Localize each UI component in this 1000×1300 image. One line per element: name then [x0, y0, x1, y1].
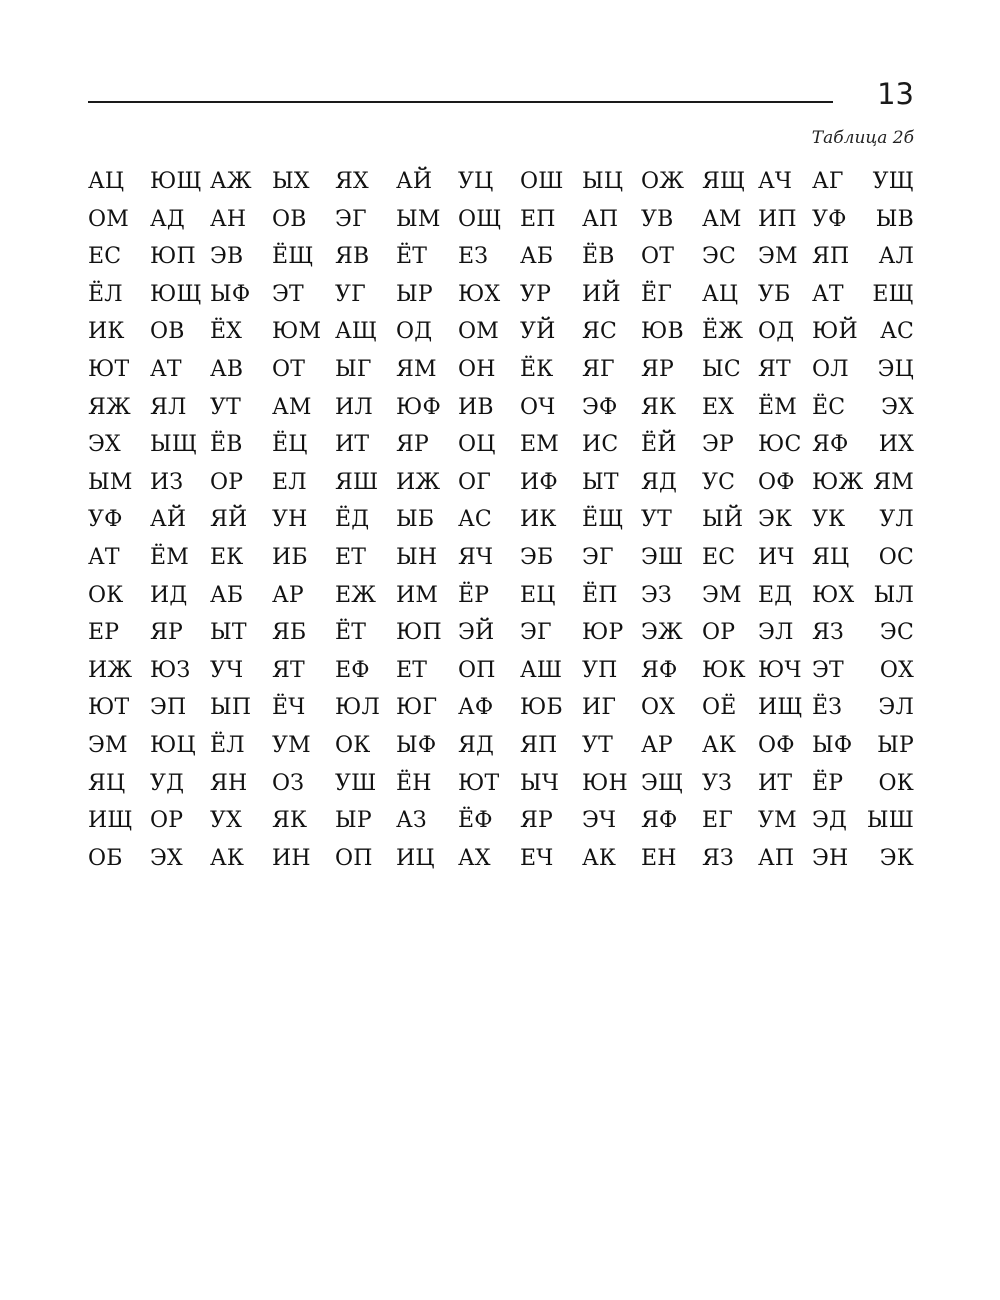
grid-cell: ЯТ	[272, 657, 305, 683]
grid-cell: ОП	[335, 845, 373, 871]
grid-cell: ОЁ	[702, 695, 737, 721]
grid-cell: ЫЩ	[150, 432, 198, 458]
grid-cell: АШ	[520, 657, 563, 683]
grid-cell: ЯФ	[641, 808, 678, 834]
grid-cell: ЕС	[88, 244, 122, 270]
grid-cell: ЭП	[150, 695, 187, 721]
grid-cell: ЯР	[150, 620, 183, 646]
grid-cell: ЯК	[641, 394, 677, 420]
grid-cell: ЕМ	[520, 432, 559, 458]
grid-cell: ЭТ	[272, 281, 304, 307]
grid-cell: ЁД	[335, 507, 370, 533]
grid-cell: ЫР	[396, 281, 433, 307]
grid-cell: ЫМ	[88, 469, 133, 495]
grid-cell: УР	[520, 281, 552, 307]
grid-cell: АЗ	[396, 808, 427, 834]
grid-cell: УФ	[88, 507, 123, 533]
grid-cell: ЯР	[641, 357, 674, 382]
grid-cell: УЩ	[872, 169, 914, 194]
grid-cell: ЯХ	[335, 169, 369, 194]
grid-cell: ЁЧ	[272, 695, 306, 721]
grid-cell: АТ	[812, 281, 844, 307]
grid-cell: ЫР	[877, 733, 914, 758]
grid-cell: ЭЧ	[582, 808, 617, 834]
page-number: 13	[877, 77, 914, 111]
grid-cell: ЁС	[812, 394, 846, 420]
grid-cell: АБ	[210, 582, 244, 608]
grid-cell: ЫМ	[396, 206, 441, 232]
grid-cell: ЭК	[758, 507, 793, 533]
grid-cell: УК	[812, 507, 846, 533]
grid-cell: ЫВ	[875, 206, 914, 232]
grid-cell: ОФ	[758, 469, 795, 495]
grid-cell: ЁЖ	[702, 319, 744, 345]
grid-cell: ЭМ	[758, 244, 798, 270]
grid-cell: ЭМ	[88, 733, 128, 758]
grid-cell: ЮВ	[641, 319, 684, 345]
grid-cell: ЁМ	[150, 545, 189, 570]
grid-cell: ЯЩ	[702, 169, 746, 194]
grid-cell: ЕН	[641, 845, 677, 871]
grid-cell: ИЗ	[150, 469, 184, 495]
grid-cell: ЫЦ	[582, 169, 624, 194]
grid-cell: ЫФ	[396, 733, 437, 758]
grid-cell: ЕП	[520, 206, 556, 232]
grid-cell: ЫС	[702, 357, 741, 382]
grid-cell: ЕЧ	[520, 845, 554, 871]
grid-cell: ЯП	[520, 733, 558, 758]
grid-cell: ЭХ	[150, 845, 183, 871]
grid-cell: ЁФ	[458, 808, 493, 834]
grid-cell: ЁП	[582, 582, 618, 608]
grid-cell: ЮТ	[88, 357, 130, 382]
grid-cell: ОТ	[272, 357, 306, 382]
grid-cell: АВ	[210, 357, 244, 382]
grid-cell: ЮЧ	[758, 657, 802, 683]
grid-cell: АК	[210, 845, 245, 871]
grid-cell: ЕЩ	[872, 281, 914, 307]
grid-cell: ИТ	[758, 770, 793, 796]
grid-cell: ЭШ	[641, 545, 684, 570]
grid-cell: ЁМ	[758, 394, 797, 420]
grid-cell: ЮЩ	[150, 169, 202, 194]
grid-cell: ИГ	[582, 695, 617, 721]
grid-cell: УЙ	[520, 319, 556, 345]
grid-cell: ИК	[520, 507, 557, 533]
grid-cell: ЭГ	[335, 206, 367, 232]
grid-cell: УП	[582, 657, 618, 683]
grid-cell: ЯЦ	[812, 545, 850, 570]
grid-cell: ЁГ	[641, 281, 673, 307]
grid-cell: ЕХ	[702, 394, 735, 420]
grid-cell: ЯЧ	[458, 545, 494, 570]
grid-cell: ЯМ	[873, 469, 914, 495]
grid-cell: ИЧ	[758, 545, 795, 570]
grid-cell: ЯГ	[582, 357, 615, 382]
grid-cell: АЖ	[210, 169, 252, 194]
grid-cell: ИМ	[396, 582, 439, 608]
grid-cell: ИБ	[272, 545, 308, 570]
grid-cell: ИС	[582, 432, 619, 458]
grid-cell: ИЩ	[88, 808, 133, 834]
grid-cell: ИЙ	[582, 281, 621, 307]
grid-cell: ЕР	[88, 620, 120, 646]
grid-cell: ЭЖ	[641, 620, 683, 646]
grid-cell: УФ	[812, 206, 847, 232]
grid-cell: УГ	[335, 281, 366, 307]
grid-cell: ЁЦ	[272, 432, 308, 458]
grid-cell: ЁХ	[210, 319, 243, 345]
grid-cell: ЭТ	[812, 657, 844, 683]
grid-cell: УВ	[641, 206, 674, 232]
grid-cell: ЮТ	[458, 770, 500, 796]
grid-cell: ЕЛ	[272, 469, 307, 495]
grid-cell: АД	[150, 206, 185, 232]
grid-cell: УТ	[582, 733, 613, 758]
grid-cell: ЫФ	[210, 281, 251, 307]
grid-cell: АМ	[272, 394, 312, 420]
grid-cell: ЕЦ	[520, 582, 556, 608]
grid-cell: ЕГ	[702, 808, 734, 834]
grid-cell: АМ	[702, 206, 742, 232]
grid-cell: АП	[582, 206, 619, 232]
grid-cell: ЮЖ	[812, 469, 864, 495]
grid-cell: АЙ	[396, 169, 433, 194]
grid-cell: УБ	[758, 281, 791, 307]
grid-cell: ЭЛ	[758, 620, 794, 646]
grid-cell: ЫБ	[396, 507, 435, 533]
grid-cell: ЯС	[582, 319, 618, 345]
grid-cell: ЯП	[812, 244, 850, 270]
grid-cell: ИД	[150, 582, 188, 608]
grid-cell: ОН	[458, 357, 496, 382]
grid-cell: АК	[582, 845, 617, 871]
grid-cell: ЭЗ	[641, 582, 672, 608]
grid-cell: ЕД	[758, 582, 793, 608]
grid-cell: ЭВ	[210, 244, 244, 270]
grid-cell: ЯБ	[272, 620, 307, 646]
grid-cell: УС	[702, 469, 736, 495]
grid-cell: ЯЖ	[88, 394, 131, 420]
grid-cell: ЯЙ	[210, 507, 248, 533]
grid-cell: ЯЦ	[88, 770, 126, 796]
grid-cell: ЁЩ	[582, 507, 624, 533]
grid-cell: УД	[150, 770, 185, 796]
grid-cell: ЮС	[758, 432, 802, 458]
grid-cell: АС	[880, 319, 914, 345]
grid-cell: ЮЗ	[150, 657, 191, 683]
grid-cell: АК	[702, 733, 737, 758]
grid-cell: ИФ	[520, 469, 558, 495]
grid-cell: ЫН	[396, 545, 438, 570]
grid-cell: ОМ	[88, 206, 129, 232]
grid-cell: ЭФ	[582, 394, 618, 420]
grid-cell: ЕТ	[396, 657, 428, 683]
grid-cell: УЛ	[879, 507, 914, 533]
grid-cell: ОД	[758, 319, 795, 345]
grid-cell: АЦ	[88, 169, 125, 194]
grid-cell: ЮТ	[88, 695, 130, 721]
grid-cell: ЭК	[879, 845, 914, 871]
grid-cell: ЁЩ	[272, 244, 314, 270]
grid-cell: ЁТ	[335, 620, 367, 646]
grid-cell: ИЩ	[758, 695, 803, 721]
grid-cell: ЮГ	[396, 695, 438, 721]
grid-cell: ОР	[702, 620, 736, 646]
grid-cell: УЦ	[458, 169, 494, 194]
grid-cell: АБ	[520, 244, 554, 270]
grid-cell: ЯЗ	[702, 845, 734, 871]
grid-cell: УМ	[272, 733, 311, 758]
grid-cell: ЁТ	[396, 244, 428, 270]
grid-cell: ЁР	[812, 770, 844, 796]
grid-cell: ЮП	[150, 244, 196, 270]
grid-cell: ИЖ	[88, 657, 133, 683]
grid-cell: ЯД	[458, 733, 495, 758]
grid-cell: ОС	[878, 545, 914, 570]
grid-cell: ЯЗ	[812, 620, 844, 646]
grid-cell: АР	[641, 733, 673, 758]
grid-cell: ОЖ	[641, 169, 685, 194]
grid-cell: ЁН	[396, 770, 432, 796]
grid-cell: ОЧ	[520, 394, 556, 420]
grid-cell: ЁВ	[582, 244, 615, 270]
grid-cell: ЮЩ	[150, 281, 202, 307]
grid-cell: ЯФ	[812, 432, 849, 458]
grid-cell: АП	[758, 845, 795, 871]
grid-cell: УТ	[210, 394, 241, 420]
grid-cell: ОМ	[458, 319, 499, 345]
grid-cell: АР	[272, 582, 304, 608]
grid-cell: ЭЙ	[458, 620, 495, 646]
grid-cell: АГ	[812, 169, 844, 194]
grid-cell: ЭГ	[520, 620, 552, 646]
grid-cell: ЫЧ	[520, 770, 560, 796]
grid-cell: ИХ	[878, 432, 914, 458]
grid-cell: ЭХ	[881, 394, 914, 420]
grid-cell: ЕТ	[335, 545, 367, 570]
grid-cell: ЫТ	[582, 469, 619, 495]
grid-cell: УЧ	[210, 657, 244, 683]
grid-cell: ЭМ	[702, 582, 742, 608]
grid-cell: ЮЙ	[812, 319, 858, 345]
grid-cell: ИЛ	[335, 394, 373, 420]
grid-cell: ЕФ	[335, 657, 370, 683]
grid-cell: ЕЖ	[335, 582, 377, 608]
grid-cell: ОР	[210, 469, 244, 495]
grid-cell: ЁР	[458, 582, 490, 608]
grid-cell: ЁК	[520, 357, 554, 382]
grid-cell: АЦ	[702, 281, 739, 307]
grid-cell: ОФ	[758, 733, 795, 758]
grid-cell: ЭС	[879, 620, 914, 646]
grid-cell: ОД	[396, 319, 433, 345]
grid-cell: ЕЗ	[458, 244, 489, 270]
grid-cell: ОВ	[272, 206, 307, 232]
grid-cell: ЁЙ	[641, 432, 677, 458]
grid-cell: ЁЛ	[210, 733, 245, 758]
grid-cell: ЮР	[582, 620, 624, 646]
grid-cell: ЮХ	[812, 582, 855, 608]
grid-cell: ИВ	[458, 394, 494, 420]
grid-cell: АТ	[88, 545, 120, 570]
grid-cell: ЭБ	[520, 545, 554, 570]
grid-cell: УТ	[641, 507, 672, 533]
grid-cell: ОК	[878, 770, 914, 796]
grid-cell: ИЦ	[396, 845, 435, 871]
grid-cell: ЯШ	[335, 469, 379, 495]
grid-cell: ЯД	[641, 469, 678, 495]
grid-cell: ЁЗ	[812, 695, 843, 721]
grid-cell: УШ	[335, 770, 377, 796]
grid-cell: ЫГ	[335, 357, 372, 382]
grid-cell: УН	[272, 507, 308, 533]
grid-cell: ЭЛ	[878, 695, 914, 721]
grid-cell: ЕК	[210, 545, 244, 570]
grid-cell: ЭР	[702, 432, 735, 458]
grid-cell: ЯР	[520, 808, 553, 834]
grid-cell: ОТ	[641, 244, 675, 270]
grid-cell: ЯН	[210, 770, 248, 796]
grid-cell: ЫШ	[866, 808, 914, 834]
grid-cell: ЫР	[335, 808, 372, 834]
grid-cell: ЫП	[210, 695, 252, 721]
grid-cell: ОП	[458, 657, 496, 683]
grid-cell: УЗ	[702, 770, 733, 796]
grid-cell: ЫЛ	[873, 582, 914, 608]
grid-cell: АЛ	[878, 244, 914, 270]
grid-cell: ОБ	[88, 845, 123, 871]
grid-cell: АС	[458, 507, 492, 533]
grid-cell: ЯТ	[758, 357, 791, 382]
grid-cell: ЯФ	[641, 657, 678, 683]
grid-cell: ЭЩ	[641, 770, 684, 796]
grid-cell: ЮК	[702, 657, 746, 683]
grid-cell: ЮМ	[272, 319, 322, 345]
grid-cell: ОГ	[458, 469, 492, 495]
grid-cell: ЯМ	[396, 357, 437, 382]
grid-cell: ОЛ	[812, 357, 849, 382]
grid-cell: ЁВ	[210, 432, 243, 458]
grid-cell: ОХ	[641, 695, 676, 721]
grid-cell: АЧ	[758, 169, 793, 194]
grid-cell: ЭХ	[88, 432, 121, 458]
grid-cell: ОК	[335, 733, 371, 758]
grid-cell: ЮЦ	[150, 733, 196, 758]
grid-cell: ЕС	[702, 545, 736, 570]
grid-cell: ИТ	[335, 432, 370, 458]
grid-cell: ЭН	[812, 845, 849, 871]
grid-cell: АТ	[150, 357, 182, 382]
grid-cell: ОЩ	[458, 206, 502, 232]
grid-cell: АФ	[458, 695, 494, 721]
grid-cell: ЫЙ	[702, 507, 744, 533]
grid-cell: ОЗ	[272, 770, 305, 796]
grid-cell: ОВ	[150, 319, 185, 345]
grid-cell: ЭГ	[582, 545, 614, 570]
grid-cell: ИН	[272, 845, 311, 871]
table-caption: Таблица 2б	[811, 128, 914, 148]
grid-cell: ЮЛ	[335, 695, 381, 721]
grid-cell: ЯЛ	[150, 394, 187, 420]
grid-cell: ОЦ	[458, 432, 496, 458]
grid-cell: ОК	[88, 582, 124, 608]
grid-cell: ОШ	[520, 169, 564, 194]
grid-cell: ЫТ	[210, 620, 247, 646]
grid-cell: ЭД	[812, 808, 848, 834]
grid-cell: АЙ	[150, 507, 187, 533]
grid-cell: ЯК	[272, 808, 308, 834]
grid-cell: ИЖ	[396, 469, 441, 495]
grid-cell: ЮП	[396, 620, 442, 646]
grid-cell: ЮБ	[520, 695, 563, 721]
grid-cell: ИК	[88, 319, 125, 345]
grid-cell: ЮФ	[396, 394, 441, 420]
grid-cell: ЫФ	[812, 733, 853, 758]
grid-cell: ЭС	[702, 244, 737, 270]
grid-cell: ОХ	[879, 657, 914, 683]
grid-cell: АН	[210, 206, 247, 232]
grid-cell: УХ	[210, 808, 242, 834]
grid-cell: АЩ	[335, 319, 378, 345]
grid-cell: АХ	[458, 845, 491, 871]
grid-cell: ЯР	[396, 432, 429, 458]
grid-cell: ИП	[758, 206, 797, 232]
grid-cell: ОР	[150, 808, 184, 834]
grid-cell: ЯВ	[335, 244, 370, 270]
grid-cell: ЮХ	[458, 281, 501, 307]
grid-cell: УМ	[758, 808, 797, 834]
grid-cell: ЮН	[582, 770, 628, 796]
grid-cell: ЫХ	[272, 169, 310, 194]
grid-cell: ЭЦ	[877, 357, 914, 382]
grid-cell: ЁЛ	[88, 281, 123, 307]
